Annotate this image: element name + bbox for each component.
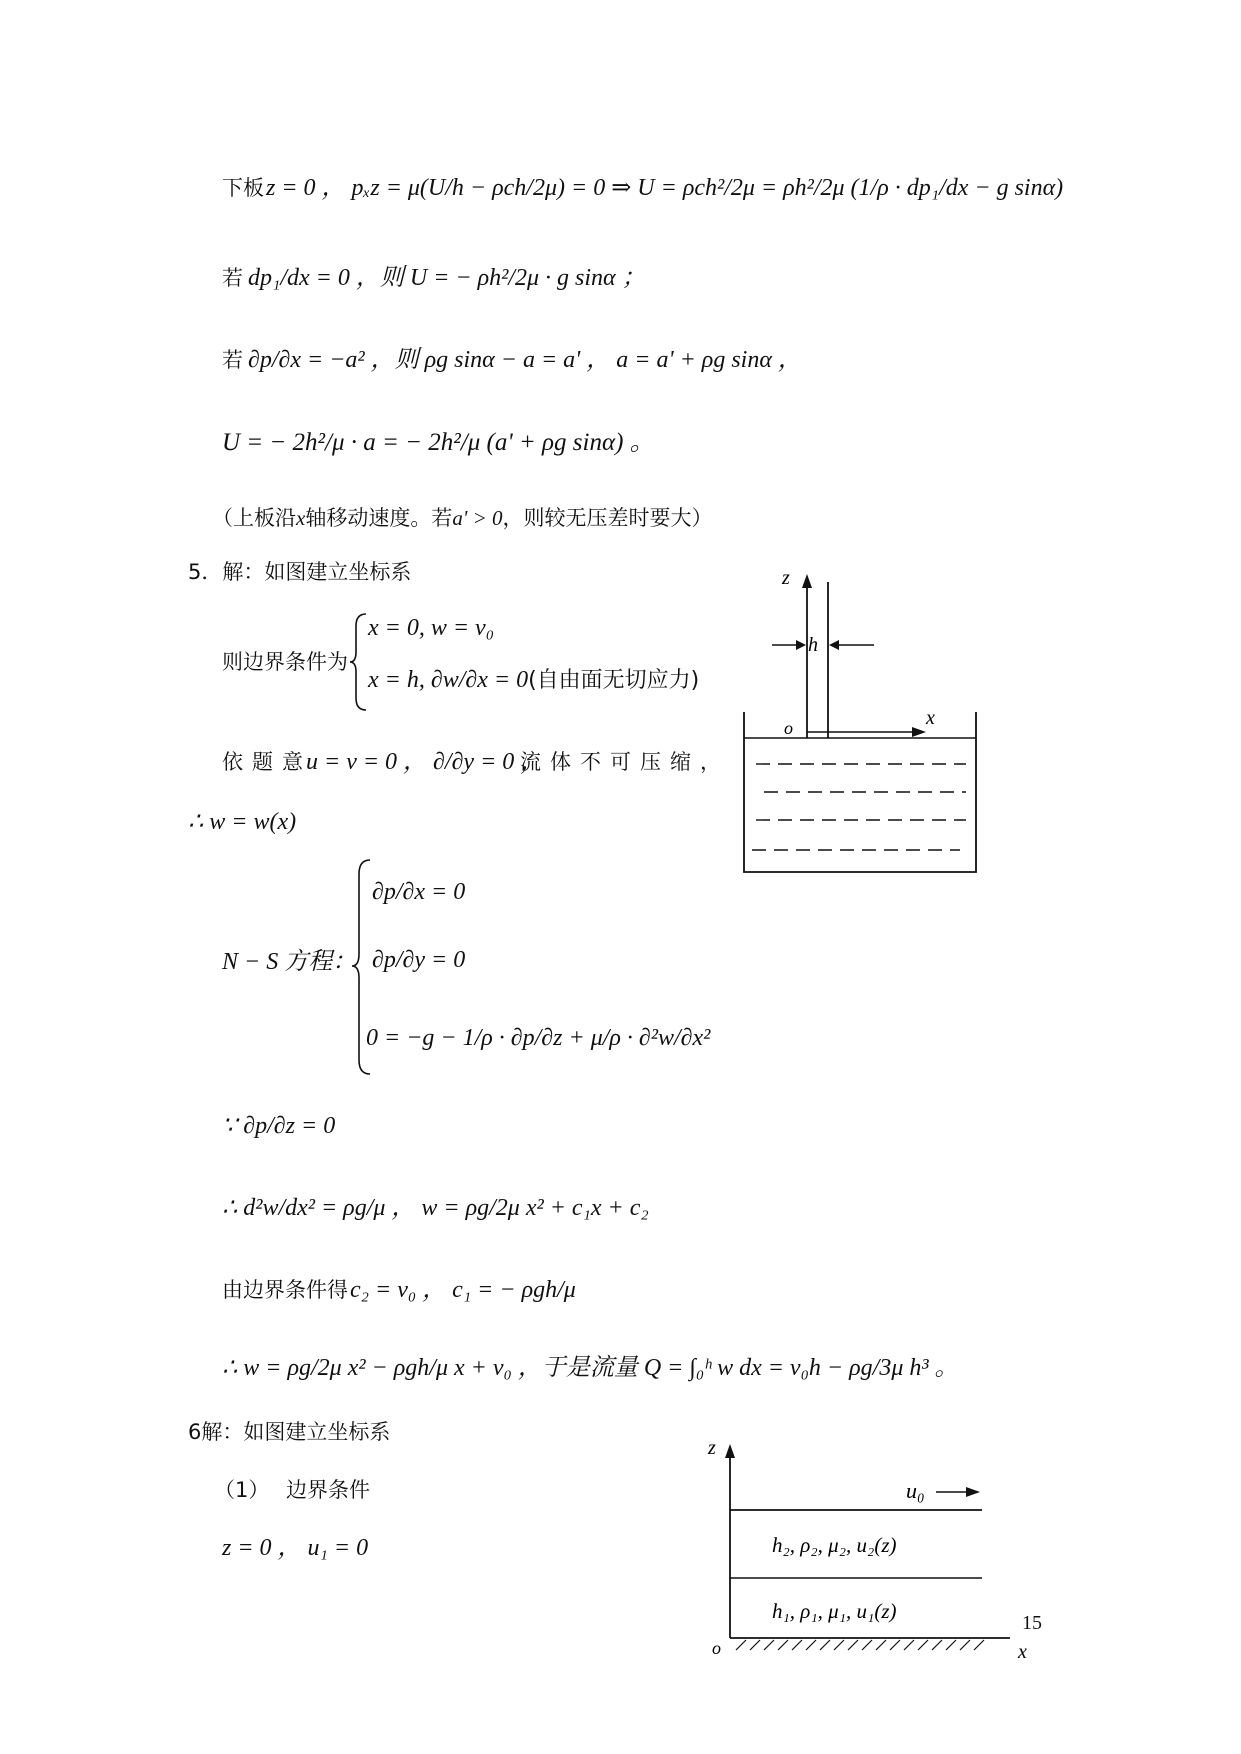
fig6-x-label: x — [1018, 1641, 1027, 1663]
figure6 — [700, 1432, 1040, 1662]
bc-brace — [350, 612, 370, 712]
sec6-bc: z = 0 ， u₁ = 0 — [222, 1535, 369, 1561]
fig5-x-label: x — [926, 707, 935, 729]
line3-equation: ∂p/∂x = −a² ，则 ρg sinα − a = a' ， a = a' + ρg sinα ， — [248, 347, 802, 373]
line3-label: 若 — [222, 348, 243, 372]
therefore-line: ∴ d²w/dx² = ρg/μ ， w = ρg/2μ x² + c₁x + c₂ — [222, 1195, 649, 1221]
since-line: ∵ ∂p/∂z = 0 — [222, 1113, 336, 1139]
bc1: x = 0, w = v₀ — [368, 615, 495, 641]
page-number: 15 — [1022, 1612, 1042, 1634]
bc2: x = h, ∂w/∂x = 0(自由面无切应力) — [368, 667, 700, 693]
fig6-u0-label: u₀ — [906, 1478, 925, 1503]
section6-heading: 6解：如图建立坐标系 — [188, 1420, 391, 1444]
sub-number: （1） — [214, 1478, 270, 1502]
ns-eq1: ∂p/∂x = 0 — [372, 879, 466, 905]
cond-note: 流体不可压缩， — [520, 750, 730, 774]
w-function: ∴ w = w(x) — [188, 809, 297, 835]
cond-label: 依题意 — [222, 750, 312, 774]
line5-note: （上板沿x轴移动速度。若a' > 0，则较无压差时要大） — [212, 506, 713, 530]
final-line: ∴ w = ρg/2μ x² − ρgh/μ x + v₀ ，于是流量 Q = ∫₀ʰ w dx = v₀h − ρg/3μ h³ 。 — [222, 1355, 959, 1381]
cond-equation: u = v = 0 ， ∂/∂y = 0 ， — [306, 749, 545, 775]
line4-equation: U = − 2h²/μ · a = − 2h²/μ (a' + ρg sinα) 。 — [222, 429, 655, 456]
line1-label: 下板 — [222, 176, 264, 200]
line1-equation: z = 0 ， pₓz = μ(U/h − ρch/2μ) = 0 ⇒ U = ρch²/2μ = ρh²/2μ (1/ρ · dp₁/dx − g sinα) — [266, 175, 1064, 201]
fig6-layer2-label: h₂, ρ₂, μ₂, u₂(z) — [772, 1533, 897, 1557]
fig5-z-label: z — [782, 567, 790, 589]
fig6-o-label: o — [712, 1638, 721, 1658]
fig6-z-label: z — [708, 1437, 716, 1459]
line2-label: 若 — [222, 266, 243, 290]
fig6-wall-hatch — [736, 1640, 984, 1650]
fig5-o-label: o — [784, 718, 793, 738]
figure5 — [740, 568, 1000, 888]
section5-heading: 5．解：如图建立坐标系 — [188, 560, 412, 584]
ns-eq2: ∂p/∂y = 0 — [372, 947, 466, 973]
fig5-h-label: h — [808, 634, 818, 656]
ns-label: N − S 方程： — [222, 949, 357, 975]
bc-result: c₂ = v₀ ， c₁ = − ρgh/μ — [350, 1277, 576, 1303]
fig6-layer1-label: h₁, ρ₁, μ₁, u₁(z) — [772, 1599, 897, 1623]
bc-result-label: 由边界条件得 — [222, 1278, 348, 1302]
bc-label: 则边界条件为 — [222, 650, 348, 674]
sub-text: 边界条件 — [286, 1478, 370, 1502]
line2-equation: dp₁/dx = 0 ，则 U = − ρh²/2μ · g sinα ； — [248, 265, 646, 291]
ns-eq3: 0 = −g − 1/ρ · ∂p/∂z + μ/ρ · ∂²w/∂x² — [366, 1025, 711, 1051]
